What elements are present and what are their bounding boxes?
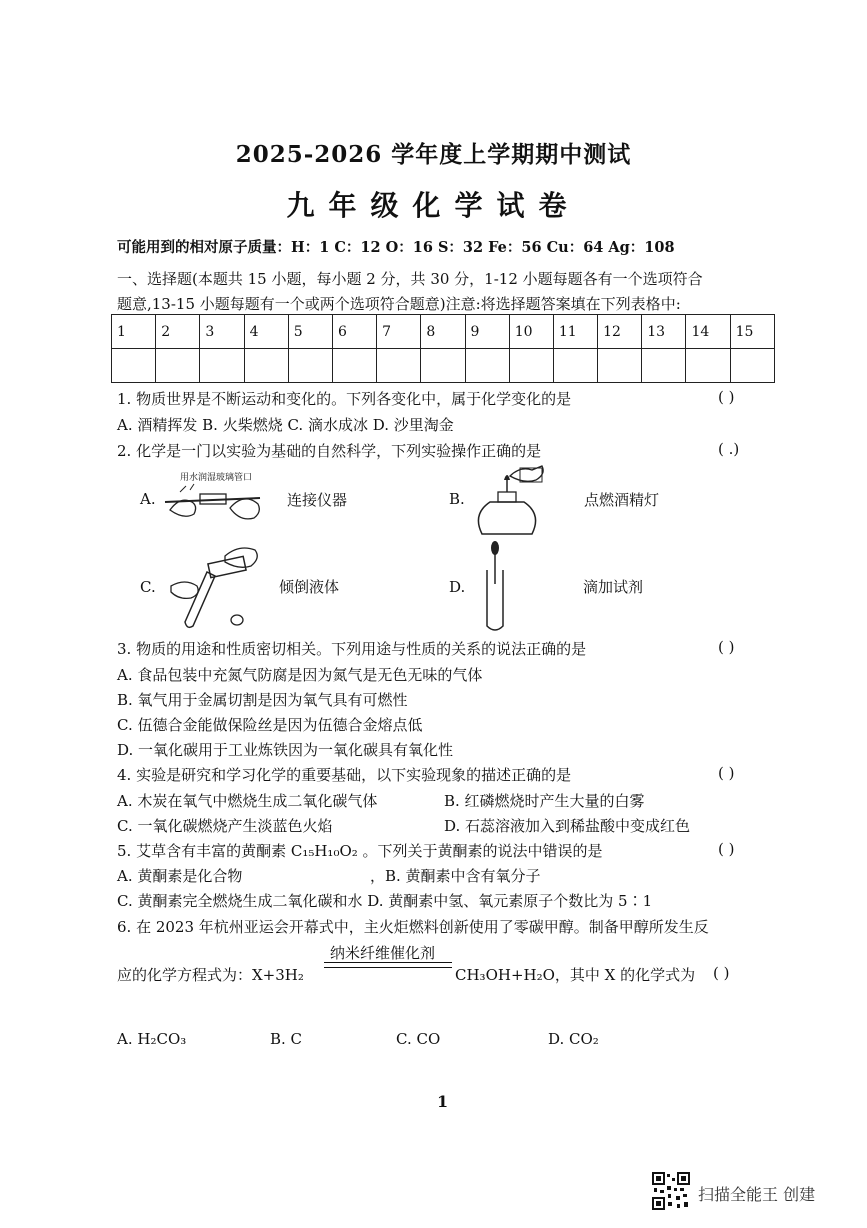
q6-option-a: A. H₂CO₃ [117,1030,187,1048]
q5-answer-paren: ( ) [718,840,735,858]
answer-number: 2 [156,315,200,349]
q4-option-c: C. 一氧化碳燃烧产生淡蓝色火焰 [117,817,333,835]
q3-stem: 3. 物质的用途和性质密切相关。下列用途与性质的关系的说法正确的是 [117,640,587,658]
answer-cell[interactable] [686,349,730,383]
answer-cell[interactable] [112,349,156,383]
answer-table-number-row [112,315,775,349]
q4-option-b: B. 红磷燃烧时产生大量的白雾 [444,792,645,810]
answer-cell[interactable] [465,349,509,383]
answer-number: 1 [112,315,156,349]
answer-cell[interactable] [509,349,553,383]
exam-title: 2025-2026 学年度上学期期中测试 [235,141,632,168]
section-instruction-line2: 题意,13-15 小题每题有一个或两个选项符合题意)注意:将选择题答案填在下列表格中: [117,295,681,313]
q1-answer-paren: ( ) [718,388,735,406]
qr-code-icon [652,1172,690,1210]
pour-liquid-figure [165,542,265,630]
q6-equation-right: CH₃OH+H₂O，其中 X 的化学式为 [455,966,696,984]
q5-stem: 5. 艾草含有丰富的黄酮素 C₁₅H₁₀O₂ 。下列关于黄酮素的说法中错误的是 [117,842,603,860]
exam-subtitle: 九年级化学试卷 [286,189,581,222]
answer-cell[interactable] [421,349,465,383]
q6-option-d: D. CO₂ [548,1030,599,1048]
answer-number: 10 [509,315,553,349]
answer-cell[interactable] [200,349,244,383]
answer-number: 11 [553,315,597,349]
connect-apparatus-figure [160,480,270,526]
answer-number: 5 [288,315,332,349]
answer-cell[interactable] [377,349,421,383]
answer-number: 8 [421,315,465,349]
q2-option-b-text: 点燃酒精灯 [584,491,660,509]
answer-cell[interactable] [332,349,376,383]
q2-stem: 2. 化学是一门以实验为基础的自然科学，下列实验操作正确的是 [117,442,542,460]
dropper-figure [480,540,510,632]
q1-stem: 1. 物质世界是不断运动和变化的。下列各变化中，属于化学变化的是 [117,390,572,408]
q4-option-a: A. 木炭在氧气中燃烧生成二氧化碳气体 [117,792,378,810]
answer-number: 14 [686,315,730,349]
q5-option-a: A. 黄酮素是化合物 [117,867,243,885]
answer-number: 3 [200,315,244,349]
answer-number: 4 [244,315,288,349]
q2-option-c-text: 倾倒液体 [279,578,340,596]
scanner-watermark: 扫描全能王 创建 [698,1185,816,1204]
answer-cell[interactable] [553,349,597,383]
q5-options-cd: C. 黄酮素完全燃烧生成二氧化碳和水 D. 黄酮素中氢、氧元素原子个数比为 5∶1 [117,892,653,910]
answer-cell[interactable] [598,349,642,383]
q6-option-c: C. CO [396,1030,441,1048]
q3-option-a: A. 食品包装中充氮气防腐是因为氮气是无色无味的气体 [117,666,483,684]
q2-option-a-caption: 用水润湿玻璃管口 [180,473,253,483]
q4-option-d: D. 石蕊溶液加入到稀盐酸中变成红色 [444,817,691,835]
q6-catalyst-condition: 纳米纤维催化剂 [330,944,436,962]
q5-option-b: ，B. 黄酮素中含有氧分子 [370,867,541,885]
q2-option-c-label: C. [140,578,156,596]
q1-options: A. 酒精挥发 B. 火柴燃烧 C. 滴水成冰 D. 沙里淘金 [117,416,454,434]
answer-cell[interactable] [642,349,686,383]
page-number: 1 [437,1092,449,1111]
answer-number: 9 [465,315,509,349]
q2-option-d-label: D. [449,578,466,596]
answer-cell[interactable] [288,349,332,383]
q3-option-b: B. 氧气用于金属切割是因为氧气具有可燃性 [117,691,408,709]
answer-cell[interactable] [244,349,288,383]
q4-answer-paren: ( ) [718,764,735,782]
q3-answer-paren: ( ) [718,638,735,656]
q2-option-b-label: B. [449,490,465,508]
answer-number: 12 [598,315,642,349]
answer-table-blank-row [112,349,775,383]
section-instruction-line1: 一、选择题(本题共 15 小题，每小题 2 分，共 30 分，1-12 小题每题各有一个选项符合 [117,270,703,288]
q2-option-d-text: 滴加试剂 [583,578,644,596]
q6-option-b: B. C [270,1030,303,1048]
answer-table [111,314,775,383]
q3-option-d: D. 一氧化碳用于工业炼铁因为一氧化碳具有氧化性 [117,741,454,759]
answer-number: 13 [642,315,686,349]
atomic-masses: 可能用到的相对原子质量：H：1 C：12 O：16 S：32 Fe：56 Cu：64 Ag：108 [117,239,675,256]
q4-stem: 4. 实验是研究和学习化学的重要基础，以下实验现象的描述正确的是 [117,766,572,784]
q6-reaction-equals [324,962,452,968]
answer-number: 6 [332,315,376,349]
q2-answer-paren: ( .) [718,440,740,458]
q6-answer-paren: ( ) [713,964,730,982]
q6-equation-left: 应的化学方程式为：X+3H₂ [117,966,304,984]
alcohol-lamp-figure [468,462,548,538]
answer-number: 7 [377,315,421,349]
q6-stem: 6. 在 2023 年杭州亚运会开幕式中，主火炬燃料创新使用了零碳甲醇。制备甲醇所发生反 [117,918,709,936]
answer-number: 15 [730,315,774,349]
answer-cell[interactable] [730,349,774,383]
q2-option-a-label: A. [140,490,156,508]
q3-option-c: C. 伍德合金能做保险丝是因为伍德合金熔点低 [117,716,423,734]
q2-option-a-text: 连接仪器 [287,491,348,509]
answer-cell[interactable] [156,349,200,383]
